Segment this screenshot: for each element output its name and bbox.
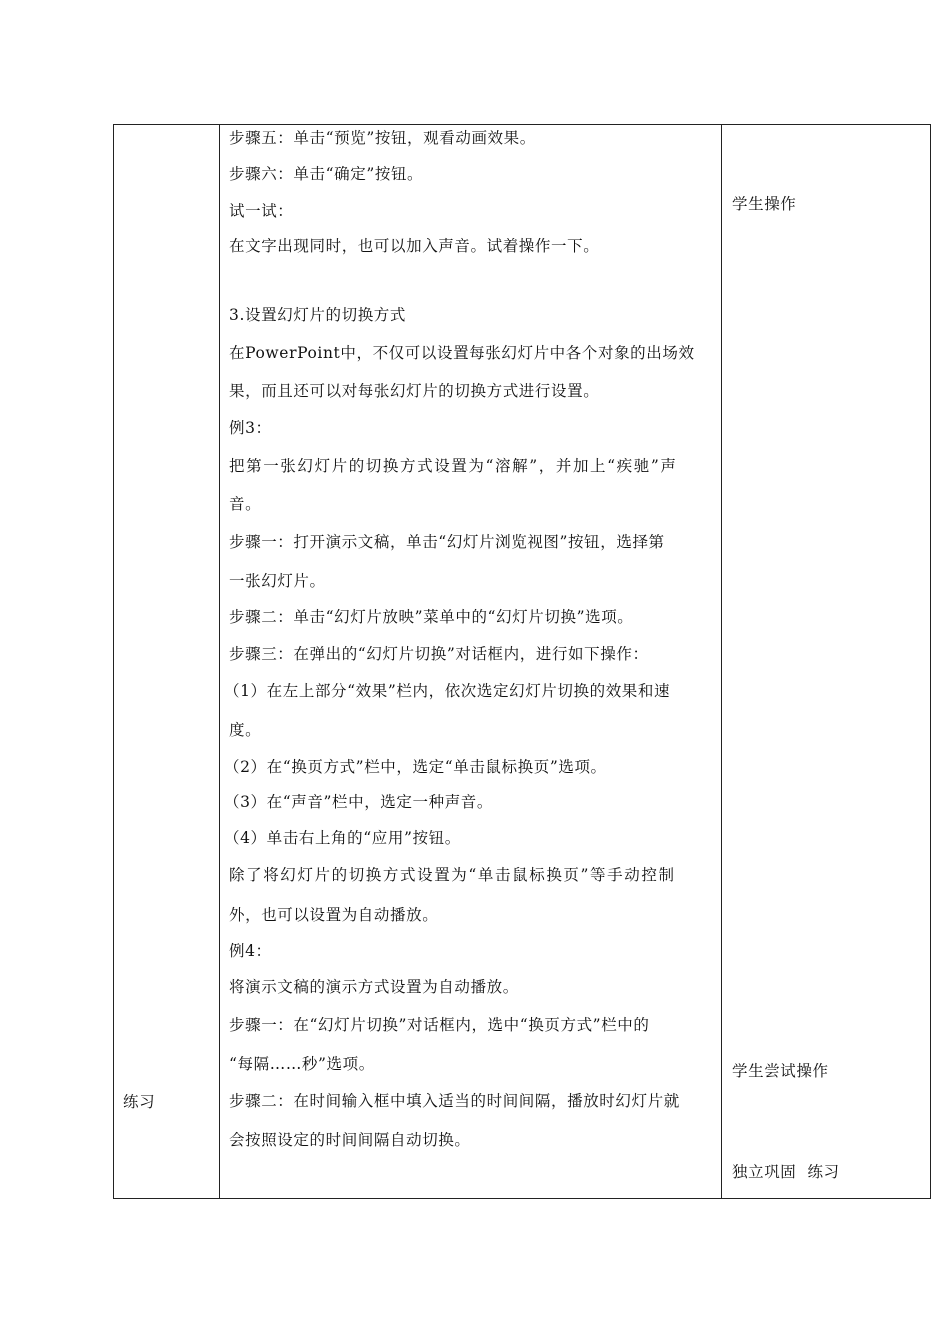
content-line: “每隔……秒”选项。: [229, 1055, 375, 1073]
content-line: （3）在“声音”栏中，选定一种声音。: [224, 793, 494, 811]
activity-note: 学生尝试操作: [732, 1062, 829, 1080]
content-line: 果，而且还可以对每张幻灯片的切换方式进行设置。: [229, 382, 600, 400]
content-line: 度。: [229, 721, 262, 739]
content-line: 把第一张幻灯片的切换方式设置为“溶解”，并加上“疾驰”声: [229, 457, 678, 475]
content-line: 步骤一：在“幻灯片切换”对话框内，选中“换页方式”栏中的: [229, 1016, 650, 1034]
content-line: 一张幻灯片。: [229, 572, 326, 590]
content-line: 在PowerPoint中，不仅可以设置每张幻灯片中各个对象的出场效: [229, 344, 695, 362]
section-heading: 3.设置幻灯片的切换方式: [229, 306, 406, 324]
content-column: [220, 125, 721, 1198]
content-line: 试一试：: [229, 202, 294, 220]
content-line: 步骤二：单击“幻灯片放映”菜单中的“幻灯片切换”选项。: [229, 608, 634, 626]
content-line: 在文字出现同时，也可以加入声音。试着操作一下。: [229, 237, 600, 255]
right-column: [722, 125, 930, 1198]
activity-note: 独立巩固 练习: [732, 1163, 840, 1181]
content-line: （4）单击右上角的“应用”按钮。: [224, 829, 461, 847]
content-line: （1）在左上部分“效果”栏内，依次选定幻灯片切换的效果和速: [224, 682, 671, 700]
content-line: 会按照设定的时间间隔自动切换。: [229, 1131, 471, 1149]
content-line: 步骤六：单击“确定”按钮。: [229, 165, 424, 183]
content-line: 外，也可以设置为自动播放。: [229, 906, 439, 924]
left-column: [114, 125, 219, 1198]
content-line: 步骤一：打开演示文稿，单击“幻灯片浏览视图”按钮，选择第: [229, 533, 665, 551]
content-line: 将演示文稿的演示方式设置为自动播放。: [229, 978, 519, 996]
content-line: 音。: [229, 495, 262, 513]
content-line: 例4：: [229, 942, 272, 960]
content-line: 步骤二：在时间输入框中填入适当的时间间隔，播放时幻灯片就: [229, 1092, 680, 1110]
activity-note: 学生操作: [732, 195, 797, 213]
content-line: 除了将幻灯片的切换方式设置为“单击鼠标换页”等手动控制: [229, 866, 676, 884]
content-line: 例3：: [229, 419, 272, 437]
content-line: （2）在“换页方式”栏中，选定“单击鼠标换页”选项。: [224, 758, 607, 776]
left-column-label: 练习: [123, 1093, 156, 1111]
content-line: 步骤五：单击“预览”按钮，观看动画效果。: [229, 129, 536, 147]
content-line: 步骤三：在弹出的“幻灯片切换”对话框内，进行如下操作：: [229, 645, 649, 663]
